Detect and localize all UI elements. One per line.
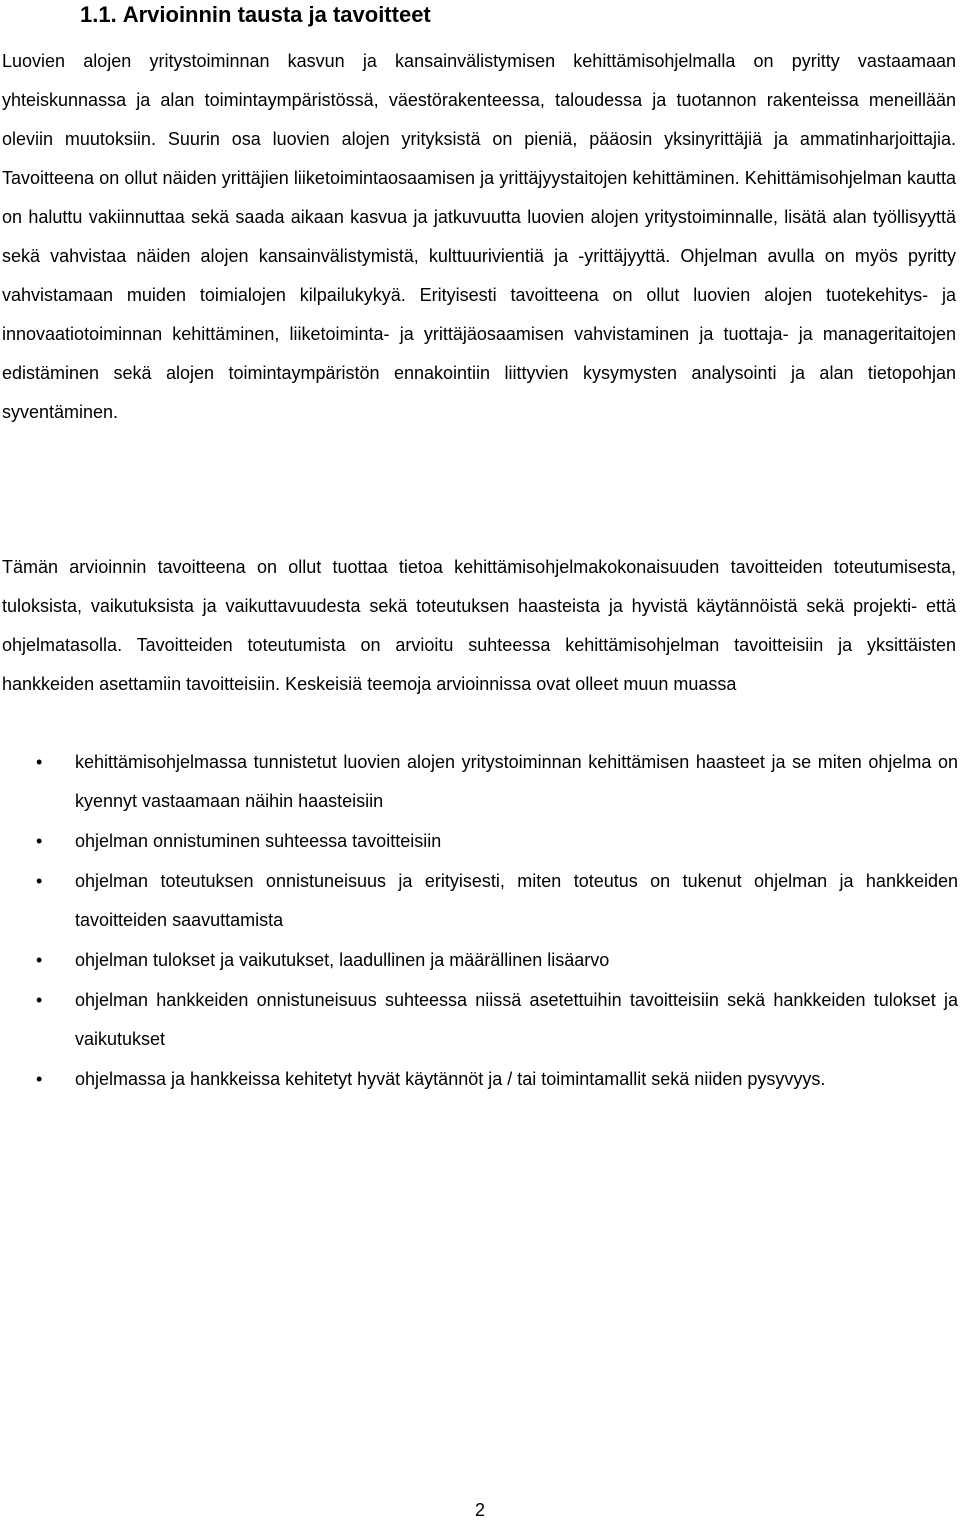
- list-item-text: kehittämisohjelmassa tunnistetut luovien alojen yritystoiminnan kehittämisen haasteet ja se miten ohjelma on kyennyt vastaamaan näihin haasteisiin: [75, 752, 958, 811]
- bullet-icon: •: [36, 1069, 43, 1089]
- bullet-icon: •: [36, 831, 43, 851]
- list-item: [0, 743, 958, 821]
- section-title: Arvioinnin tausta ja tavoitteet: [122, 2, 431, 27]
- list-item-text: ohjelman tulokset ja vaikutukset, laadullinen ja määrällinen lisäarvo: [75, 950, 610, 970]
- list-item: [0, 941, 958, 980]
- list-item: [0, 981, 958, 1059]
- list-item-text: ohjelman toteutuksen onnistuneisuus ja erityisesti, miten toteutus on tukenut ohjelman ja hankkeiden tavoitteiden saavuttamista: [75, 871, 958, 930]
- bullet-icon: •: [36, 752, 43, 772]
- page-number: 2: [474, 1500, 485, 1520]
- paragraph-objectives: Tämän arvioinnin tavoitteena on ollut tuottaa tietoa kehittämisohjelmakokonaisuuden tavoitteiden toteutumisesta, tuloksista, vaikutuksista ja vaikuttavuudesta sekä toteutuksen haasteista ja hyvistä käytännöistä sekä projekti- että ohjelmatasolla. Tavoitteiden toteutumista on arvioitu suhteessa kehittämisohjelman tavoitteisiin ja yksittäisten hankkeiden asettamiin tavoitteisiin. Keskeisiä teemoja arvioinnissa ovat olleet muun muassa: [2, 557, 956, 694]
- list-item-text: ohjelman hankkeiden onnistuneisuus suhteessa niissä asetettuihin tavoitteisiin sekä hankkeiden tulokset ja vaikutukset: [75, 990, 958, 1049]
- theme-list: [0, 743, 958, 1100]
- bullet-icon: •: [36, 950, 43, 970]
- section-heading: [80, 0, 431, 30]
- section-number: 1.1.: [80, 2, 117, 27]
- list-item: [0, 862, 958, 940]
- list-item: [0, 822, 958, 861]
- list-item: [0, 1060, 958, 1099]
- list-item-text: ohjelman onnistuminen suhteessa tavoitteisiin: [75, 831, 442, 851]
- bullet-icon: •: [36, 990, 43, 1010]
- paragraph-background: Luovien alojen yritystoiminnan kasvun ja kansainvälistymisen kehittämisohjelmalla on pyritty vastaamaan yhteiskunnassa ja alan toimintaympäristössä, väestörakenteessa, taloudessa ja tuotannon rakenteissa meneillään oleviin muutoksiin. Suurin osa luovien alojen yrityksistä on pieniä, pääosin yksinyrittäjiä ja ammatinharjoittajia. Tavoitteena on ollut näiden yrittäjien liiketoimintaosaamisen ja yrittäjyystaitojen kehittäminen. Kehittämisohjelman kautta on haluttu vakiinnuttaa sekä saada aikaan kasvua ja jatkuvuutta luovien alojen yritystoiminnalle, lisätä alan työllisyyttä sekä vahvistaa näiden alojen kansainvälistymistä, kulttuurivientiä ja -yrittäjyyttä. Ohjelman avulla on myös pyritty vahvistamaan muiden toimialojen kilpailukykyä. Erityisesti tavoitteena on ollut luovien alojen tuotekehitys- ja innovaatiotoiminnan kehittäminen, liiketoiminta- ja yrittäjäosaamisen vahvistaminen ja tuottaja- ja manageritaitojen edistäminen sekä alojen toimintaympäristön ennakointiin liittyvien kysymysten analysointi ja alan tietopohjan syventäminen.: [2, 51, 956, 422]
- bullet-icon: •: [36, 871, 43, 891]
- list-item-text: ohjelmassa ja hankkeissa kehitetyt hyvät käytännöt ja / tai toimintamallit sekä niiden pysyvyys.: [75, 1069, 826, 1089]
